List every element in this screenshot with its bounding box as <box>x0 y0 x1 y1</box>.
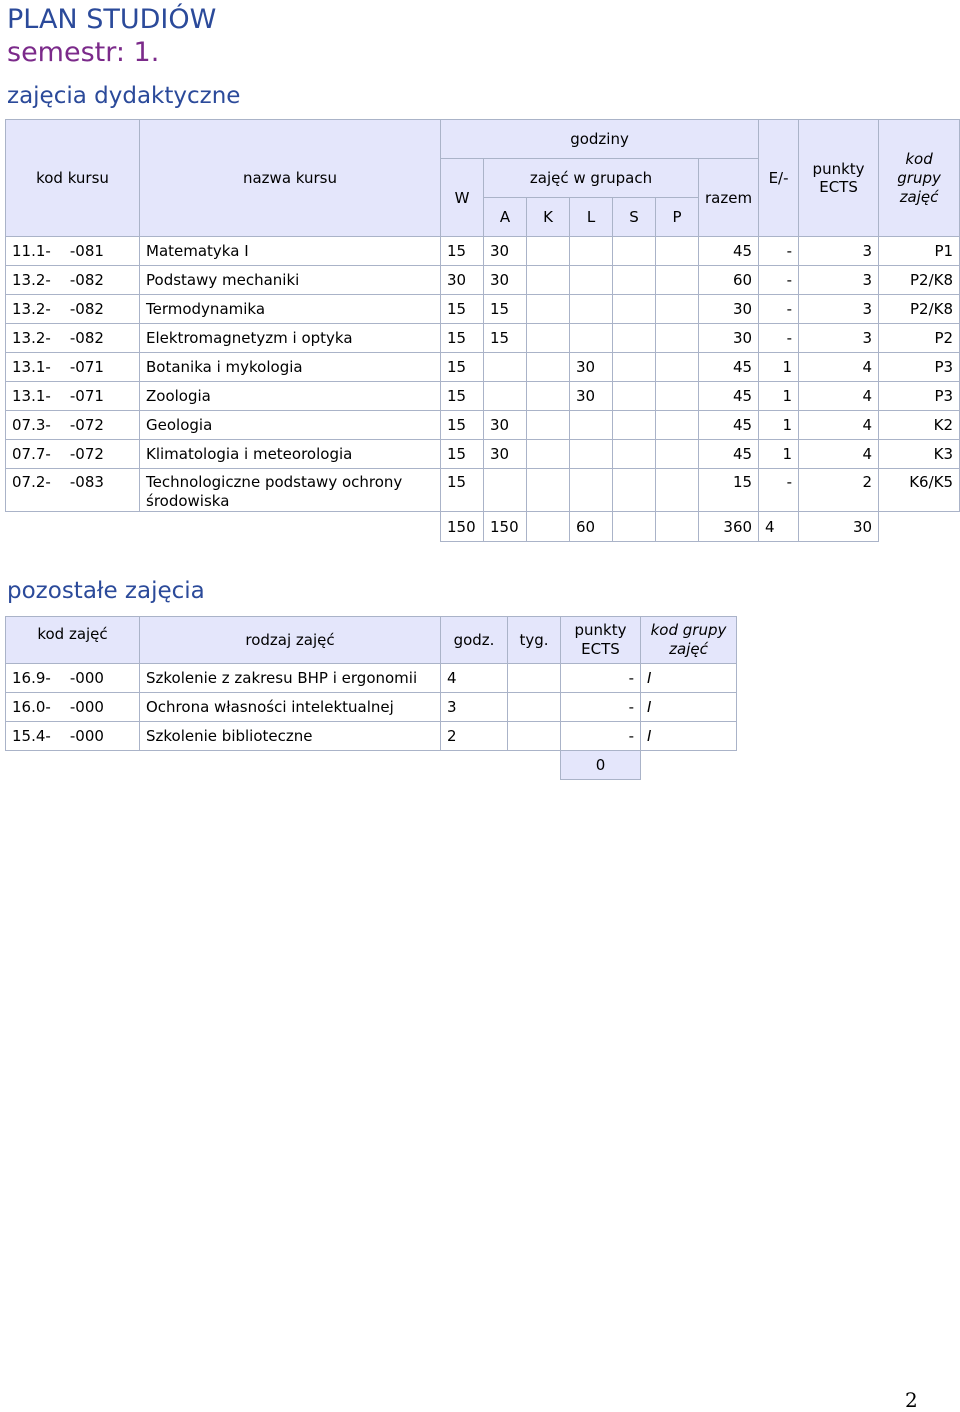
cell-ects: - <box>561 664 641 693</box>
cell-w: 15 <box>441 295 484 324</box>
cell-l <box>570 295 613 324</box>
course-name: Zoologia <box>140 382 441 411</box>
total-egzamin: 4 <box>759 512 799 542</box>
total-w: 150 <box>441 512 484 542</box>
cell-a <box>484 469 527 512</box>
cell-razem: 30 <box>699 295 759 324</box>
class-name: Szkolenie biblioteczne <box>140 722 441 751</box>
cell-p <box>656 266 699 295</box>
table-row <box>6 324 960 353</box>
total-ects: 0 <box>561 751 641 780</box>
cell-l <box>570 411 613 440</box>
cell-w: 15 <box>441 237 484 266</box>
header-s: S <box>613 198 656 237</box>
header-zajec-w-grupach: zajęć w grupach <box>484 159 699 198</box>
cell-w: 30 <box>441 266 484 295</box>
course-name: Matematyka I <box>140 237 441 266</box>
cell-k <box>527 324 570 353</box>
cell-kod-grupy: P3 <box>879 353 960 382</box>
header-w: W <box>441 159 484 237</box>
courses-table <box>5 119 960 542</box>
cell-razem: 60 <box>699 266 759 295</box>
table-row <box>6 664 737 693</box>
cell-l <box>570 237 613 266</box>
header-nazwa-kursu: nazwa kursu <box>140 120 441 237</box>
cell-s <box>613 324 656 353</box>
total-ects: 30 <box>799 512 879 542</box>
cell-egzamin: 1 <box>759 411 799 440</box>
cell-s <box>613 382 656 411</box>
cell-s <box>613 353 656 382</box>
cell-s <box>613 237 656 266</box>
cell-tyg <box>508 664 561 693</box>
table-row <box>6 693 737 722</box>
class-name: Szkolenie z zakresu BHP i ergonomii <box>140 664 441 693</box>
cell-a <box>484 353 527 382</box>
cell-razem: 45 <box>699 237 759 266</box>
cell-s <box>613 266 656 295</box>
cell-l <box>570 440 613 469</box>
cell-k <box>527 295 570 324</box>
cell-ects: 4 <box>799 411 879 440</box>
cell-s <box>613 411 656 440</box>
header-egzamin: E/- <box>759 120 799 237</box>
cell-w: 15 <box>441 469 484 512</box>
cell-ects: - <box>561 722 641 751</box>
header-kod-zajec: kod zajęć <box>6 617 140 664</box>
course-name: Technologiczne podstawy ochrony środowiska <box>140 469 441 512</box>
total-a: 150 <box>484 512 527 542</box>
section-heading-other: pozostałe zajęcia <box>7 578 205 604</box>
cell-a: 30 <box>484 266 527 295</box>
page-title: PLAN STUDIÓW <box>7 4 217 35</box>
cell-razem: 45 <box>699 411 759 440</box>
cell-kod-grupy: K2 <box>879 411 960 440</box>
course-name: Geologia <box>140 411 441 440</box>
cell-ects: 2 <box>799 469 879 512</box>
header-l: L <box>570 198 613 237</box>
cell-razem: 15 <box>699 469 759 512</box>
cell-ects: - <box>561 693 641 722</box>
cell-k <box>527 411 570 440</box>
cell-k <box>527 266 570 295</box>
cell-kod-grupy: P2/K8 <box>879 295 960 324</box>
section-heading-didactic: zajęcia dydaktyczne <box>7 83 241 109</box>
cell-ects: 3 <box>799 237 879 266</box>
cell-p <box>656 237 699 266</box>
cell-a: 30 <box>484 440 527 469</box>
cell-kod-grupy: I <box>641 693 737 722</box>
cell-razem: 45 <box>699 353 759 382</box>
course-name: Botanika i mykologia <box>140 353 441 382</box>
cell-egzamin: - <box>759 237 799 266</box>
header-kod-kursu: kod kursu <box>6 120 140 237</box>
cell-k <box>527 382 570 411</box>
course-name: Termodynamika <box>140 295 441 324</box>
cell-ects: 3 <box>799 266 879 295</box>
header-godziny: godziny <box>441 120 759 159</box>
cell-l <box>570 266 613 295</box>
course-code: 07.2- -083 <box>6 469 140 512</box>
cell-s <box>613 440 656 469</box>
cell-kod-grupy: K3 <box>879 440 960 469</box>
other-classes-table <box>5 616 737 780</box>
course-code: 07.7- -072 <box>6 440 140 469</box>
table-row <box>6 722 737 751</box>
header-k: K <box>527 198 570 237</box>
cell-p <box>656 382 699 411</box>
cell-ects: 3 <box>799 295 879 324</box>
cell-egzamin: 1 <box>759 353 799 382</box>
course-code: 11.1- -081 <box>6 237 140 266</box>
cell-ects: 3 <box>799 324 879 353</box>
header-rodzaj-zajec: rodzaj zajęć <box>140 617 441 664</box>
cell-tyg <box>508 722 561 751</box>
cell-k <box>527 353 570 382</box>
cell-egzamin: 1 <box>759 382 799 411</box>
cell-p <box>656 440 699 469</box>
total-p <box>656 512 699 542</box>
header-tyg: tyg. <box>508 617 561 664</box>
table-row <box>6 237 960 266</box>
cell-godz: 4 <box>441 664 508 693</box>
cell-w: 15 <box>441 440 484 469</box>
cell-egzamin: 1 <box>759 440 799 469</box>
table-row <box>6 411 960 440</box>
cell-p <box>656 353 699 382</box>
cell-a: 30 <box>484 237 527 266</box>
cell-k <box>527 440 570 469</box>
table-row <box>6 295 960 324</box>
table-row <box>6 469 960 512</box>
class-code: 15.4- -000 <box>6 722 140 751</box>
cell-tyg <box>508 693 561 722</box>
cell-s <box>613 295 656 324</box>
table-row <box>6 353 960 382</box>
cell-w: 15 <box>441 353 484 382</box>
course-code: 07.3- -072 <box>6 411 140 440</box>
course-code: 13.2- -082 <box>6 266 140 295</box>
cell-p <box>656 411 699 440</box>
cell-kod-grupy: P2/K8 <box>879 266 960 295</box>
cell-w: 15 <box>441 382 484 411</box>
course-code: 13.2- -082 <box>6 295 140 324</box>
cell-egzamin: - <box>759 324 799 353</box>
total-s <box>613 512 656 542</box>
course-name: Podstawy mechaniki <box>140 266 441 295</box>
cell-ects: 4 <box>799 353 879 382</box>
cell-ects: 4 <box>799 440 879 469</box>
cell-egzamin: - <box>759 295 799 324</box>
class-code: 16.0- -000 <box>6 693 140 722</box>
cell-l: 30 <box>570 353 613 382</box>
cell-a: 15 <box>484 324 527 353</box>
table-row <box>6 440 960 469</box>
cell-k <box>527 237 570 266</box>
page-number: 2 <box>905 1388 918 1412</box>
cell-kod-grupy: K6/K5 <box>879 469 960 512</box>
cell-a <box>484 382 527 411</box>
course-name: Elektromagnetyzm i optyka <box>140 324 441 353</box>
course-name: Klimatologia i meteorologia <box>140 440 441 469</box>
course-code: 13.1- -071 <box>6 382 140 411</box>
course-code: 13.1- -071 <box>6 353 140 382</box>
header-ects: punkty ECTS <box>799 120 879 237</box>
table-row <box>6 266 960 295</box>
cell-p <box>656 295 699 324</box>
header-godz: godz. <box>441 617 508 664</box>
cell-p <box>656 469 699 512</box>
totals-row <box>6 512 960 542</box>
header-p: P <box>656 198 699 237</box>
cell-kod-grupy: P3 <box>879 382 960 411</box>
header-kod-grupy: kod grupy zajęć <box>879 120 960 237</box>
cell-godz: 2 <box>441 722 508 751</box>
cell-a: 30 <box>484 411 527 440</box>
total-razem: 360 <box>699 512 759 542</box>
cell-razem: 30 <box>699 324 759 353</box>
cell-ects: 4 <box>799 382 879 411</box>
cell-kod-grupy: I <box>641 722 737 751</box>
cell-l <box>570 469 613 512</box>
header-a: A <box>484 198 527 237</box>
table-row <box>6 382 960 411</box>
cell-a: 15 <box>484 295 527 324</box>
cell-l: 30 <box>570 382 613 411</box>
class-name: Ochrona własności intelektualnej <box>140 693 441 722</box>
cell-razem: 45 <box>699 382 759 411</box>
cell-godz: 3 <box>441 693 508 722</box>
total-k <box>527 512 570 542</box>
cell-egzamin: - <box>759 469 799 512</box>
class-code: 16.9- -000 <box>6 664 140 693</box>
cell-w: 15 <box>441 411 484 440</box>
cell-l <box>570 324 613 353</box>
header-razem: razem <box>699 159 759 237</box>
cell-w: 15 <box>441 324 484 353</box>
cell-k <box>527 469 570 512</box>
cell-egzamin: - <box>759 266 799 295</box>
header-ects: punkty ECTS <box>561 617 641 664</box>
semester-heading: semestr: 1. <box>7 37 160 68</box>
total-l: 60 <box>570 512 613 542</box>
cell-kod-grupy: I <box>641 664 737 693</box>
header-kod-grupy: kod grupy zajęć <box>641 617 737 664</box>
cell-s <box>613 469 656 512</box>
course-code: 13.2- -082 <box>6 324 140 353</box>
cell-kod-grupy: P1 <box>879 237 960 266</box>
cell-razem: 45 <box>699 440 759 469</box>
cell-p <box>656 324 699 353</box>
cell-kod-grupy: P2 <box>879 324 960 353</box>
